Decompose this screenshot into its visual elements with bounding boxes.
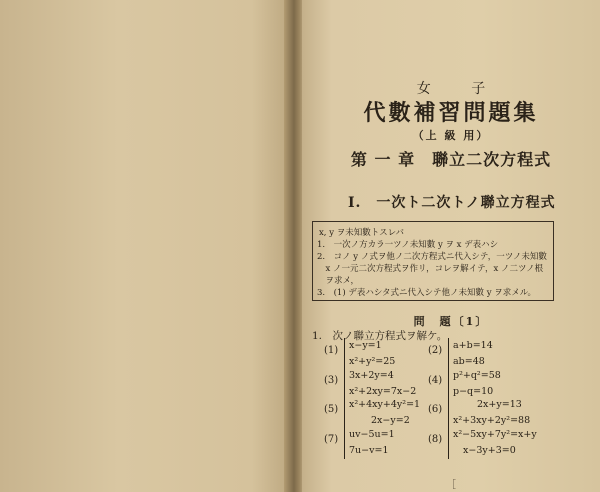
problem-label: (1): [324, 345, 339, 356]
equation: x²−5xy+7y²=x+y: [453, 429, 537, 440]
equation: 7u−v=1: [349, 445, 389, 456]
method-box: [312, 221, 554, 301]
method-line: 3. (1) デ表ハシタ式ニ代入シテ他ノ未知數 y ヲ求メル。: [317, 288, 537, 298]
equation-system: [448, 427, 537, 459]
equation: x−y=1: [349, 340, 382, 351]
book-title: 代數補習問題集: [363, 100, 539, 126]
equation-system: [344, 338, 395, 370]
page-bottom-mark: ［: [446, 480, 456, 491]
equation-system: [448, 397, 530, 429]
method-line: x ノ一元二次方程式ヲ作リ，コレヲ解イテ，x ノ二ツノ根: [317, 264, 544, 274]
problem-label: (8): [428, 434, 443, 445]
method-line: 2. コノ y ノ式ヲ他ノ二次方程式ニ代入シテ，一ツノ未知數: [317, 252, 547, 262]
problem-header: 問 題〔1〕: [413, 315, 489, 328]
problem-label: (3): [324, 375, 339, 386]
equation: x²+4xy+4y²=1: [349, 399, 421, 410]
equation-system: [344, 368, 416, 400]
equation: 3x+2y=4: [349, 370, 394, 381]
equation: a+b=14: [453, 340, 493, 351]
left-page-blank: [0, 0, 296, 492]
method-line: x, y ヲ未知數トスレバ: [319, 228, 405, 238]
problem-label: (4): [428, 375, 443, 386]
problem-label: (6): [428, 404, 443, 415]
problem-label: (7): [324, 434, 339, 445]
equation-system: [448, 368, 501, 400]
grade-label: （上 級 用）: [412, 129, 490, 142]
equation: 2x−y=2: [371, 415, 410, 426]
method-line: ヲ求メ，: [317, 276, 359, 286]
equation: p²+q²=58: [453, 370, 501, 381]
title-prefix: 女 子: [416, 81, 504, 97]
equation: x²+3xy+2y²=88: [453, 415, 531, 426]
equation: 2x+y=13: [477, 399, 522, 410]
method-line: 1. 一次ノ方カラ一ツノ未知數 y ヲ x デ表ハシ: [317, 240, 499, 250]
chapter-title: 第 一 章 聯立二次方程式: [350, 150, 552, 169]
equation-system: [344, 397, 420, 429]
problem-instruction: 1. 次ノ聯立方程式ヲ解ケ。: [312, 330, 448, 342]
equation: x²+2xy=7x−2: [349, 386, 417, 397]
section-title: I. 一次ト二次トノ聯立方程式: [348, 195, 556, 211]
right-page: [302, 0, 600, 492]
problem-label: (2): [428, 345, 443, 356]
equation-system: [344, 427, 395, 459]
equation: x−3y+3=0: [463, 445, 516, 456]
equation-system: [448, 338, 493, 370]
equation: p−q=10: [453, 386, 494, 397]
equation: x²+y²=25: [349, 356, 396, 367]
equation: ab=48: [453, 356, 485, 367]
equation: uv−5u=1: [349, 429, 395, 440]
problem-label: (5): [324, 404, 339, 415]
